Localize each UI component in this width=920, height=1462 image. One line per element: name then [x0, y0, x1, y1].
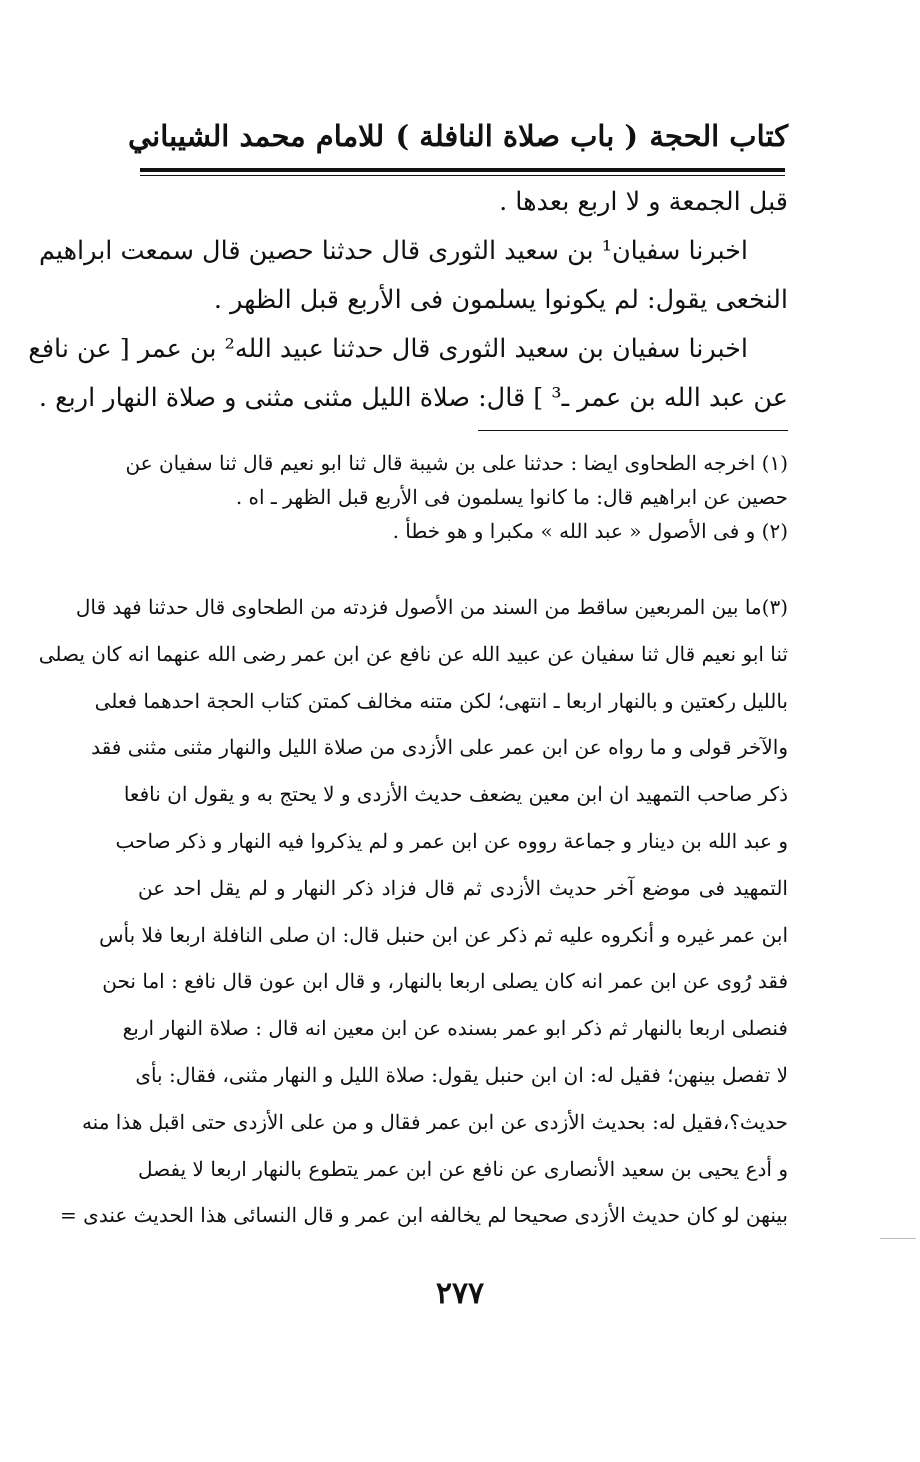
footnote-line: التمهيد فى موضع آخر حديث الأزدى ثم قال فزاد ذكر النهار و لم يقل احد عن: [138, 875, 788, 900]
footnote-line: و أدع يحيى بن سعيد الأنصارى عن نافع عن ابن عمر يتطوع بالنهار اربعا لا يفصل: [138, 1156, 788, 1181]
footnote-line: و عبد الله بن دينار و جماعة رووه عن ابن عمر و لم يذكروا فيه النهار و ذكر صاحب: [115, 828, 788, 853]
footnote-line: ذكر صاحب التمهيد ان ابن معين يضعف حديث الأزدى و لا يحتج به و يقول ان نافعا: [123, 782, 788, 807]
footnote-line: حصين عن ابراهيم قال: ما كانوا يسلمون فى الأربع قبل الظهر ـ اه .: [235, 485, 788, 509]
text-line: عن عبد الله بن عمر ـ³ ] قال: صلاة الليل مثنى مثنى و صلاة النهار اربع .: [38, 383, 788, 413]
footnote-line: حديث؟،فقيل له: بحديث الأزدى عن ابن عمر فقال و من على الأزدى حتى اقبل هذا منه: [81, 1109, 788, 1134]
footnote-line: ابن عمر غيره و أنكروه عليه ثم ذكر عن ابن حنبل قال: ان صلى النافلة اربعا فلا بأس: [99, 922, 788, 947]
footnote-line: والآخر قولى و ما رواه عن ابن عمر على الأزدى من صلاة الليل والنهار مثنى مثنى فقد: [91, 735, 788, 760]
text-line: النخعى يقول: لم يكونوا يسلمون فى الأربع قبل الظهر .: [213, 285, 788, 315]
footnotes: [125, 446, 788, 548]
footnote-line: بالليل ركعتين و بالنهار اربعا ـ انتهى؛ لكن متنه مخالف كمتن كتاب الحجة احدهما فعلى: [94, 688, 788, 713]
main-text: [28, 178, 788, 423]
header-rule-thick: [140, 168, 785, 172]
footnote-line: فنصلى اربعا بالنهار ثم ذكر ابو عمر بسنده عن ابن معين انه قال : صلاة النهار اربع: [122, 1016, 788, 1041]
author-name: للامام محمد الشيباني: [128, 119, 385, 153]
footnote-line: (٢) و فى الأصول « عبد الله » مكبرا و هو خطأ .: [392, 519, 788, 543]
text-line: اخبرنا سفيان¹ بن سعيد الثورى قال حدثنا حصين قال سمعت ابراهيم: [38, 236, 748, 266]
footnote-3: [38, 584, 788, 1239]
page-number: ٢٧٧: [435, 1276, 485, 1311]
text-line: قبل الجمعة و لا اربع بعدها .: [499, 187, 788, 217]
scan-mark: [880, 1238, 916, 1239]
footnote-line: بينهن لو كان حديث الأزدى صحيحا لم يخالفه ابن عمر و قال النسائى هذا الحديث عندى =: [60, 1203, 788, 1228]
footnote-line: فقد رُوى عن ابن عمر انه كان يصلى اربعا بالنهار، و قال ابن عون قال نافع : اما نحن: [102, 969, 788, 994]
chapter-title: ( باب صلاة النافلة ): [395, 119, 639, 153]
footnote-line: ثنا ابو نعيم قال ثنا سفيان عن عبيد الله عن نافع عن ابن عمر رضى الله عنهما انه كان يصلى: [38, 641, 788, 666]
footnote-line: (٣)ما بين المربعين ساقط من السند من الأصول فزدته من الطحاوى قال حدثنا فهد قال: [75, 595, 788, 619]
text-line: اخبرنا سفيان بن سعيد الثورى قال حدثنا عبيد الله² بن عمر [ عن نافع: [28, 334, 748, 364]
book-title: كتاب الحجة: [649, 119, 788, 153]
header-rule-thin: [140, 175, 785, 176]
footnote-line: (١) اخرجه الطحاوى ايضا : حدثنا على بن شيبة قال ثنا ابو نعيم قال ثنا سفيان عن: [125, 451, 788, 475]
footnote-line: لا تفصل بينهن؛ فقيل له: ان ابن حنبل يقول: صلاة الليل و النهار مثنى، فقال: بأى: [135, 1062, 788, 1087]
footnote-separator: [478, 430, 788, 431]
running-header: [128, 108, 788, 164]
